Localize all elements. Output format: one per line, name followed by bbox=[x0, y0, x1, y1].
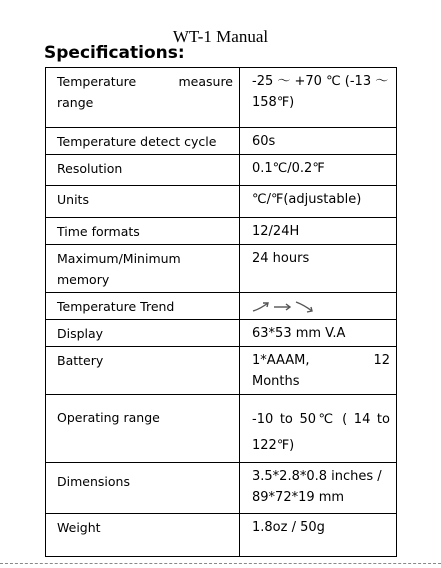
spec-value: 12/24H bbox=[240, 218, 397, 245]
spec-label: Battery bbox=[46, 347, 240, 395]
spec-value: 1*AAAM, 12 Months bbox=[240, 347, 397, 395]
spec-label: Units bbox=[46, 186, 240, 218]
table-row bbox=[46, 68, 397, 128]
spec-label: Temperature measure range bbox=[46, 68, 240, 128]
trend-rising-icon bbox=[253, 303, 268, 311]
table-row bbox=[46, 347, 397, 395]
table-row bbox=[46, 395, 397, 463]
spec-value: 60s bbox=[240, 128, 397, 155]
table-row bbox=[46, 245, 397, 293]
trend-falling-icon bbox=[296, 302, 312, 312]
table-row bbox=[46, 128, 397, 155]
spec-value: 3.5*2.8*0.8 inches / 89*72*19 mm bbox=[240, 463, 397, 514]
spec-value: -25 ～ +70 ℃ (-13 ～ 158℉) bbox=[240, 68, 397, 128]
table-row bbox=[46, 514, 397, 557]
table-row bbox=[46, 293, 397, 320]
spec-label: Display bbox=[46, 320, 240, 347]
spec-value: 1.8oz / 50g bbox=[240, 514, 397, 557]
spec-value: -10 to 50℃ ( 14 to 122℉) bbox=[240, 395, 397, 463]
specifications-heading: Specifications: bbox=[44, 43, 185, 63]
spec-value: 0.1℃/0.2℉ bbox=[240, 155, 397, 186]
spec-label: Temperature detect cycle bbox=[46, 128, 240, 155]
spec-label: Weight bbox=[46, 514, 240, 557]
spec-value: ℃/℉(adjustable) bbox=[240, 186, 397, 218]
spec-value: 24 hours bbox=[240, 245, 397, 293]
specifications-table bbox=[45, 67, 397, 557]
table-row bbox=[46, 463, 397, 514]
table-row bbox=[46, 320, 397, 347]
spec-label: Temperature Trend bbox=[46, 293, 240, 320]
document-title: WT-1 Manual bbox=[172, 27, 269, 46]
spec-label: Operating range bbox=[46, 395, 240, 463]
table-row bbox=[46, 186, 397, 218]
spec-label: Time formats bbox=[46, 218, 240, 245]
trend-steady-icon bbox=[274, 304, 290, 310]
spec-value: 63*53 mm V.A bbox=[240, 320, 397, 347]
temperature-trend-icons bbox=[252, 300, 314, 314]
spec-value bbox=[240, 293, 397, 320]
spec-label: Dimensions bbox=[46, 463, 240, 514]
page-bottom-rule bbox=[0, 563, 441, 564]
table-row bbox=[46, 155, 397, 186]
spec-label: Resolution bbox=[46, 155, 240, 186]
table-row bbox=[46, 218, 397, 245]
spec-label: Maximum/Minimum memory bbox=[46, 245, 240, 293]
